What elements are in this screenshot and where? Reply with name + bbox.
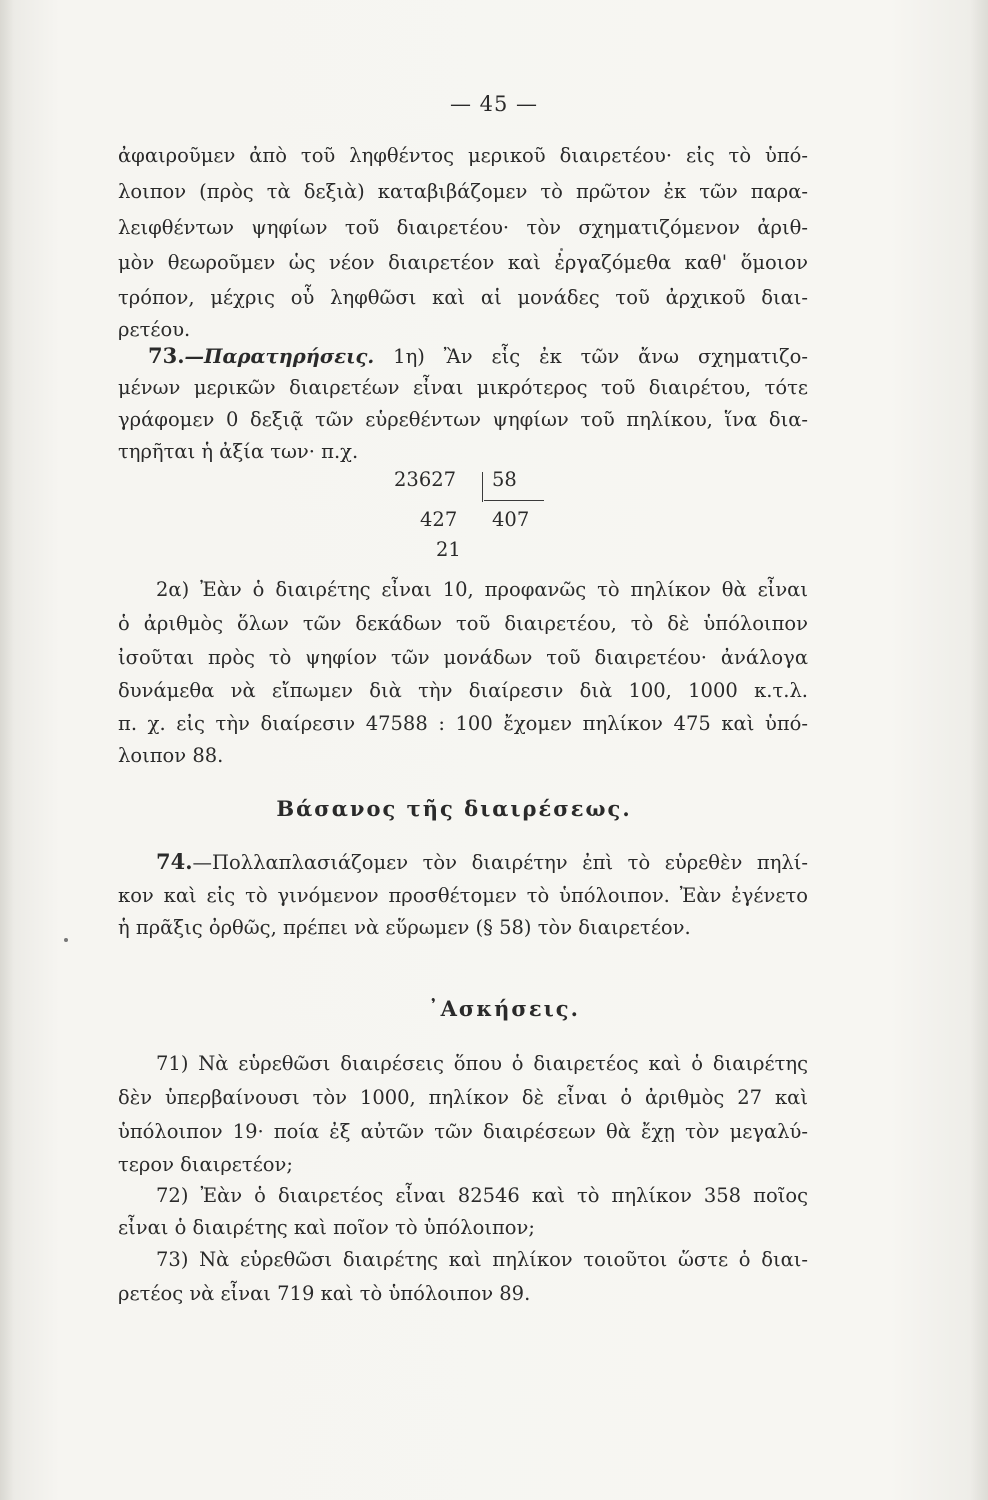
- text-line: γράφομεν 0 δεξιᾷ τῶν εὑρεθέντων ψηφίων τοῦ πηλίκου, ἵνα δια-: [118, 408, 808, 431]
- exercise-71-line: 71) Νὰ εὑρεθῶσι διαιρέσεις ὅπου ὁ διαιρετέος καὶ ὁ διαιρέτης: [156, 1052, 808, 1075]
- text-line: τηρῆται ἡ ἀξία των· π.χ.: [118, 440, 359, 463]
- division-example: [380, 468, 560, 568]
- text-line: μὸν θεωροῦμεν ὡς νέον διαιρετέον καὶ ἐργαζόμεθα καθ' ὅμοιον: [118, 251, 808, 274]
- division-horizontal-rule: [484, 500, 544, 501]
- page-number: — 45 —: [449, 92, 539, 116]
- text-line: λοιπον 88.: [118, 744, 224, 767]
- division-quotient: 407: [492, 508, 530, 531]
- text-line: ἀφαιροῦμεν ἀπὸ τοῦ ληφθέντος μερικοῦ διαιρετέου· εἰς τὸ ὑπό-: [118, 144, 808, 167]
- page-edge-left: [0, 0, 14, 1500]
- text-line: ἡ πρᾶξις ὀρθῶς, πρέπει νὰ εὕρωμεν (§ 58) τὸν διαιρετέον.: [118, 916, 691, 939]
- text-line: 2α) Ἐὰν ὁ διαιρέτης εἶναι 10, προφανῶς τὸ πηλίκον θὰ εἶναι: [156, 578, 808, 601]
- exercise-71-line: ὑπόλοιπον 19· ποία ἐξ αὐτῶν τῶν διαιρέσεων θὰ ἔχῃ τὸν μεγαλύ-: [118, 1120, 808, 1143]
- text-line: κον καὶ εἰς τὸ γινόμενον προσθέτομεν τὸ ὑπόλοιπον. Ἐὰν ἐγένετο: [118, 884, 808, 907]
- text-line: π. χ. εἰς τὴν διαίρεσιν 47588 : 100 ἔχομεν πηλίκον 475 καὶ ὑπό-: [118, 712, 808, 735]
- text-line: τρόπον, μέχρις οὗ ληφθῶσι καὶ αἱ μονάδες τοῦ ἀρχικοῦ διαι-: [118, 286, 808, 309]
- heading-division-check: Βάσανος τῆς διαιρέσεως.: [276, 796, 632, 821]
- section-number: 74.: [156, 849, 193, 874]
- scan-speck: [64, 938, 68, 942]
- section-heading: —Παρατηρήσεις.: [184, 345, 375, 368]
- heading-exercises: ᾿Ασκήσεις.: [428, 996, 580, 1021]
- exercise-73-line: 73) Νὰ εὑρεθῶσι διαιρέτης καὶ πηλίκον τοιοῦτοι ὥστε ὁ διαι-: [156, 1248, 808, 1271]
- division-divisor: 58: [492, 468, 517, 491]
- section-74-first-line: [118, 846, 808, 879]
- division-dividend: 23627: [394, 468, 457, 491]
- text-line: ὁ ἀριθμὸς ὅλων τῶν δεκάδων τοῦ διαιρετέου, τὸ δὲ ὑπόλοιπον: [118, 612, 808, 635]
- page-edge-right: [970, 0, 988, 1500]
- exercise-72-line: εἶναι ὁ διαιρέτης καὶ ποῖον τὸ ὑπόλοιπον;: [118, 1216, 535, 1239]
- text-line: ἰσοῦται πρὸς τὸ ψηφίον τῶν μονάδων τοῦ διαιρετέου· ἀνάλογα: [118, 646, 808, 669]
- section-73-first-line: [118, 340, 808, 373]
- scan-speck: [560, 248, 563, 251]
- section-text: 1η) Ἂν εἷς ἐκ τῶν ἄνω σχηματιζο-: [374, 345, 808, 368]
- text-line: λοιπον (πρὸς τὰ δεξιὰ) καταβιβάζομεν τὸ πρῶτον ἐκ τῶν παρα-: [118, 180, 808, 203]
- division-partial: 427: [420, 508, 458, 531]
- division-vertical-rule: [482, 472, 483, 502]
- section-text: —Πολλαπλασιάζομεν τὸν διαιρέτην ἐπὶ τὸ εὑρεθὲν πηλί-: [192, 851, 808, 874]
- text-line: μένων μερικῶν διαιρετέων εἶναι μικρότερος τοῦ διαιρέτου, τότε: [118, 376, 808, 399]
- exercise-71-line: δὲν ὑπερβαίνουσι τὸν 1000, πηλίκον δὲ εἶναι ὁ ἀριθμὸς 27 καὶ: [118, 1086, 808, 1109]
- text-line: λειφθέντων ψηφίων τοῦ διαιρετέου· τὸν σχηματιζόμενον ἀριθ-: [118, 216, 808, 239]
- exercise-72-line: 72) Ἐὰν ὁ διαιρετέος εἶναι 82546 καὶ τὸ πηλίκον 358 ποῖος: [156, 1184, 808, 1207]
- text-line: δυνάμεθα νὰ εἴπωμεν διὰ τὴν διαίρεσιν διὰ 100, 1000 κ.τ.λ.: [118, 679, 808, 702]
- text-line: ρετέου.: [118, 318, 191, 341]
- section-number: 73.: [148, 343, 185, 368]
- exercise-73-line: ρετέος νὰ εἶναι 719 καὶ τὸ ὑπόλοιπον 89.: [118, 1282, 531, 1305]
- exercise-71-line: τερον διαιρετέον;: [118, 1153, 293, 1176]
- division-remainder: 21: [436, 538, 461, 561]
